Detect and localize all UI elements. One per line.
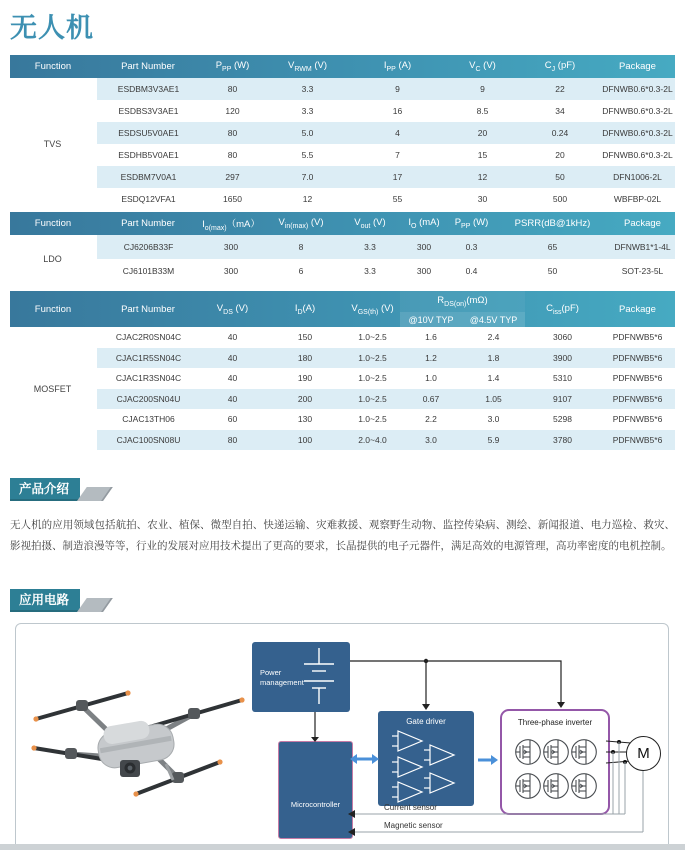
column-header: Package (619, 61, 656, 72)
table-cell: 0.3 (448, 235, 495, 259)
header-row (10, 55, 675, 78)
column-header: $C_J$ (pF) (544, 60, 576, 73)
table-cell: 200 (265, 389, 345, 410)
table-cell: 40 (227, 332, 238, 343)
table-cell: CJ6206B33F (96, 235, 200, 259)
column-header: $I_{o(max)}(mA)$ (202, 218, 260, 232)
column-subheader: @4.5V TYP (462, 312, 525, 327)
page-title: 无人机 (10, 13, 94, 43)
table-cell: 500 (552, 194, 568, 204)
page-bottom-bar (0, 844, 685, 850)
table-row (10, 78, 675, 100)
junction-dot (424, 659, 428, 663)
table-cell: 17 (350, 166, 445, 188)
table-cell: 5.0 (265, 122, 350, 144)
table-cell: 60 (227, 414, 238, 425)
column-header: Function (34, 303, 72, 315)
table-cell: 2.0~4.0 (345, 430, 400, 451)
power-management-block (252, 642, 350, 712)
table-cell: 150 (297, 332, 313, 343)
table-cell: DFNWB1*1-4L (610, 235, 675, 259)
table-cell: 50 (547, 266, 558, 276)
table-row (10, 166, 675, 188)
table-cell: 3900 (525, 348, 600, 369)
table-cell: WBFBP-02L (613, 194, 662, 204)
phase-junction-dots (611, 740, 627, 764)
column-header: Package (624, 218, 661, 229)
application-circuit-header (10, 589, 685, 612)
section-flap-decoration (77, 487, 113, 501)
table-cell: 40 (200, 348, 265, 369)
table-cell: CJAC1R3SN04C (115, 373, 182, 384)
table-cell: 180 (265, 348, 345, 369)
table-cell: CJ6101B33M (122, 266, 175, 276)
table-cell: 15 (477, 150, 488, 160)
table-cell: 20 (445, 122, 520, 144)
column-header: Package (619, 303, 656, 315)
table-cell: PDFNWB5*6 (612, 414, 663, 425)
column-header: $V_{DS}$ (V) (216, 302, 249, 316)
table-cell: 130 (297, 414, 313, 425)
table-cell: DFNWB0.6*0.3-2L (600, 122, 675, 144)
table-row (10, 259, 675, 283)
table-cell: 1.05 (462, 389, 525, 410)
table-cell: PDFNWB5*6 (612, 332, 663, 343)
table-cell: ESDBM7V0A1 (96, 166, 200, 188)
table-cell: 1.0~2.5 (358, 414, 387, 425)
table-cell: 1650 (223, 194, 242, 204)
product-intro-text: 无人机的应用领域包括航拍、农业、植保、微型自拍、快递运输、灾难救援、观察野生动物、监控传染病、测绘、新闻报道、电力巡检、救灾、影视拍摄、制造浪漫等等，行业的发展对应用技术提出了更高的要求，长晶提供的电子元器件，满足高效的电源管理，高功率密度的电机控制。 (10, 519, 675, 552)
table-cell: 9107 (525, 389, 600, 410)
column-header: $V_{in(max)}$ (V) (278, 217, 324, 230)
table-cell: 1.2 (400, 348, 462, 369)
table-cell: 5.9 (462, 430, 525, 451)
column-header: PSRR(dB@1kHz) (514, 218, 591, 229)
section-flap-decoration (77, 598, 113, 612)
table-cell: 100 (265, 430, 345, 451)
drone-image (26, 662, 256, 832)
table-cell: 9 (350, 78, 445, 100)
table-cell: 3.0 (487, 414, 500, 425)
table-cell: 1.4 (487, 373, 500, 384)
table-cell: 8 (262, 235, 340, 259)
table-cell: 65 (495, 235, 610, 259)
table-cell: 190 (297, 373, 313, 384)
motor-node: M (626, 736, 661, 771)
table-cell: PDFNWB5*6 (612, 373, 663, 384)
table-cell: 0.67 (400, 389, 462, 410)
inverter-label: Three-phase inverter (517, 718, 593, 727)
section-title: 产品介绍 (10, 478, 80, 501)
table-cell: 4 (350, 122, 445, 144)
table-cell: 30 (477, 194, 488, 204)
function-cell: LDO (10, 235, 96, 283)
table-cell: 5298 (553, 414, 572, 425)
table-cell: 8.5 (476, 106, 489, 116)
product-intro-header (10, 478, 685, 501)
table-cell: 7 (395, 150, 400, 160)
table-cell: SOT-23-5L (621, 266, 664, 276)
table-cell: 3.3 (301, 106, 314, 116)
column-header: $V_{RWM}$ (V) (287, 60, 328, 73)
column-header: Part Number (121, 61, 175, 72)
column-header: $I_D(A)$ (294, 302, 316, 316)
table-cell: 12 (445, 166, 520, 188)
table-row (10, 235, 675, 259)
table-cell: 300 (223, 266, 239, 276)
table-cell: ESDBM3V3AE1 (96, 78, 200, 100)
gate-driver-block (378, 711, 474, 806)
column-header: $P_{PP}$ (W) (215, 60, 250, 73)
table-row (10, 144, 675, 166)
column-header: $V_{GS(th)}$ (V) (351, 302, 394, 316)
table-cell: DFNWB0.6*0.3-2L (602, 150, 673, 160)
table-cell: 55 (392, 194, 403, 204)
table-cell: 20 (555, 150, 565, 160)
column-header: $I_{PP}$ (A) (383, 60, 412, 73)
table-cell: ESDBS3V3AE1 (118, 106, 179, 116)
table-cell: DFNWB0.6*0.3-2L (600, 78, 675, 100)
column-subheader: @10V TYP (400, 312, 462, 327)
table-cell: 40 (227, 373, 238, 384)
table-cell: 1.6 (425, 332, 437, 343)
table-row (10, 389, 675, 410)
table-cell: DFN1006-2L (600, 166, 675, 188)
gate-driver-label: Gate driver (406, 717, 446, 726)
table-cell: PDFNWB5*6 (600, 389, 675, 410)
table-cell: 5310 (553, 373, 572, 384)
tvs-table (10, 55, 675, 210)
table-cell: 1.0~2.5 (345, 348, 400, 369)
table-cell: 300 (416, 266, 432, 276)
table-row (10, 100, 675, 122)
table-row (10, 409, 675, 430)
table-cell: 12 (302, 194, 313, 204)
table-cell: 297 (200, 166, 265, 188)
table-cell: 0.24 (520, 122, 600, 144)
mosfet-icons (502, 733, 608, 809)
function-cell: TVS (10, 78, 96, 210)
column-header: $R_{DS(on)}(m\Omega)$ (400, 291, 525, 312)
table-cell: 80 (227, 150, 238, 160)
table-row (10, 188, 675, 210)
header-row (10, 291, 675, 312)
table-row (10, 122, 675, 144)
table-cell: CJAC100SN08U (96, 430, 200, 451)
table-cell: 22 (520, 78, 600, 100)
column-header: Function (34, 218, 72, 229)
column-header: Part Number (121, 303, 175, 315)
magnetic-sensor-label: Magnetic sensor (384, 821, 443, 830)
table-cell: 3.3 (364, 266, 376, 276)
column-header: $C_{iss}(pF)$ (546, 302, 579, 316)
table-cell: 3780 (525, 430, 600, 451)
table-row (10, 430, 675, 451)
table-row (10, 348, 675, 369)
table-cell: 2.2 (425, 414, 437, 425)
header-row (10, 212, 675, 235)
table-cell: 7.0 (265, 166, 350, 188)
column-header: $V_C$ (V) (469, 60, 496, 73)
table-cell: DFNWB0.6*0.3-2L (602, 106, 673, 116)
microcontroller-block (278, 741, 353, 839)
table-cell: 34 (555, 106, 565, 116)
power-management-label: Power management (260, 668, 304, 687)
mcu-gate-arrow (350, 754, 379, 764)
table-cell: 9 (445, 78, 520, 100)
table-row (10, 368, 675, 389)
table-cell: 6 (298, 266, 304, 276)
three-phase-inverter-block (500, 709, 610, 815)
column-header: Function (34, 61, 72, 72)
column-header: $V_{out}$ (V) (354, 217, 386, 230)
table-cell: CJAC200SN04U (96, 389, 200, 410)
column-header: $I_O$ (mA) (408, 217, 440, 230)
table-cell: 1.8 (462, 348, 525, 369)
table-cell: 300 (400, 235, 448, 259)
table-cell: 2.4 (487, 332, 500, 343)
table-cell: 300 (200, 235, 262, 259)
microcontroller-label: Microcontroller (290, 800, 341, 809)
function-cell: MOSFET (10, 327, 96, 450)
table-cell: CJAC1R5SN04C (96, 348, 200, 369)
table-cell: CJAC2R0SN04C (115, 332, 182, 343)
mosfet-table (10, 291, 675, 450)
table-cell: 1.0~2.5 (358, 332, 387, 343)
table-cell: 1.0~2.5 (358, 373, 387, 384)
current-sensor-label: Current sensor (384, 803, 437, 812)
table-cell: 3.3 (265, 78, 350, 100)
table-cell: 40 (200, 389, 265, 410)
table-cell: 80 (200, 78, 265, 100)
table-cell: CJAC13TH06 (122, 414, 175, 425)
table-cell: 3.3 (340, 235, 400, 259)
table-cell: ESDHB5V0AE1 (118, 150, 179, 160)
table-cell: 5.5 (301, 150, 314, 160)
ldo-table (10, 212, 675, 283)
table-cell: 120 (225, 106, 240, 116)
table-cell: 80 (200, 430, 265, 451)
opamp-icons (386, 729, 470, 803)
table-cell: 1.0~2.5 (345, 389, 400, 410)
table-cell: 50 (520, 166, 600, 188)
gate-inverter-arrow (478, 755, 498, 765)
table-cell: PDFNWB5*6 (600, 348, 675, 369)
table-cell: ESDSU5V0AE1 (96, 122, 200, 144)
table-cell: 3060 (553, 332, 572, 343)
column-header: $P_{PP}$ (W) (454, 217, 489, 230)
table-cell: 16 (392, 106, 403, 116)
table-cell: PDFNWB5*6 (600, 430, 675, 451)
table-cell: 3.0 (400, 430, 462, 451)
application-circuit-diagram (15, 623, 669, 850)
column-header: Part Number (121, 218, 175, 229)
section-title: 应用电路 (10, 589, 80, 612)
table-cell: 80 (200, 122, 265, 144)
camera-gimbal-icon (120, 760, 140, 777)
table-cell: 1.0 (425, 373, 437, 384)
table-cell: 0.4 (465, 266, 478, 276)
table-cell: ESDQ12VFA1 (121, 194, 176, 204)
table-row (10, 327, 675, 348)
